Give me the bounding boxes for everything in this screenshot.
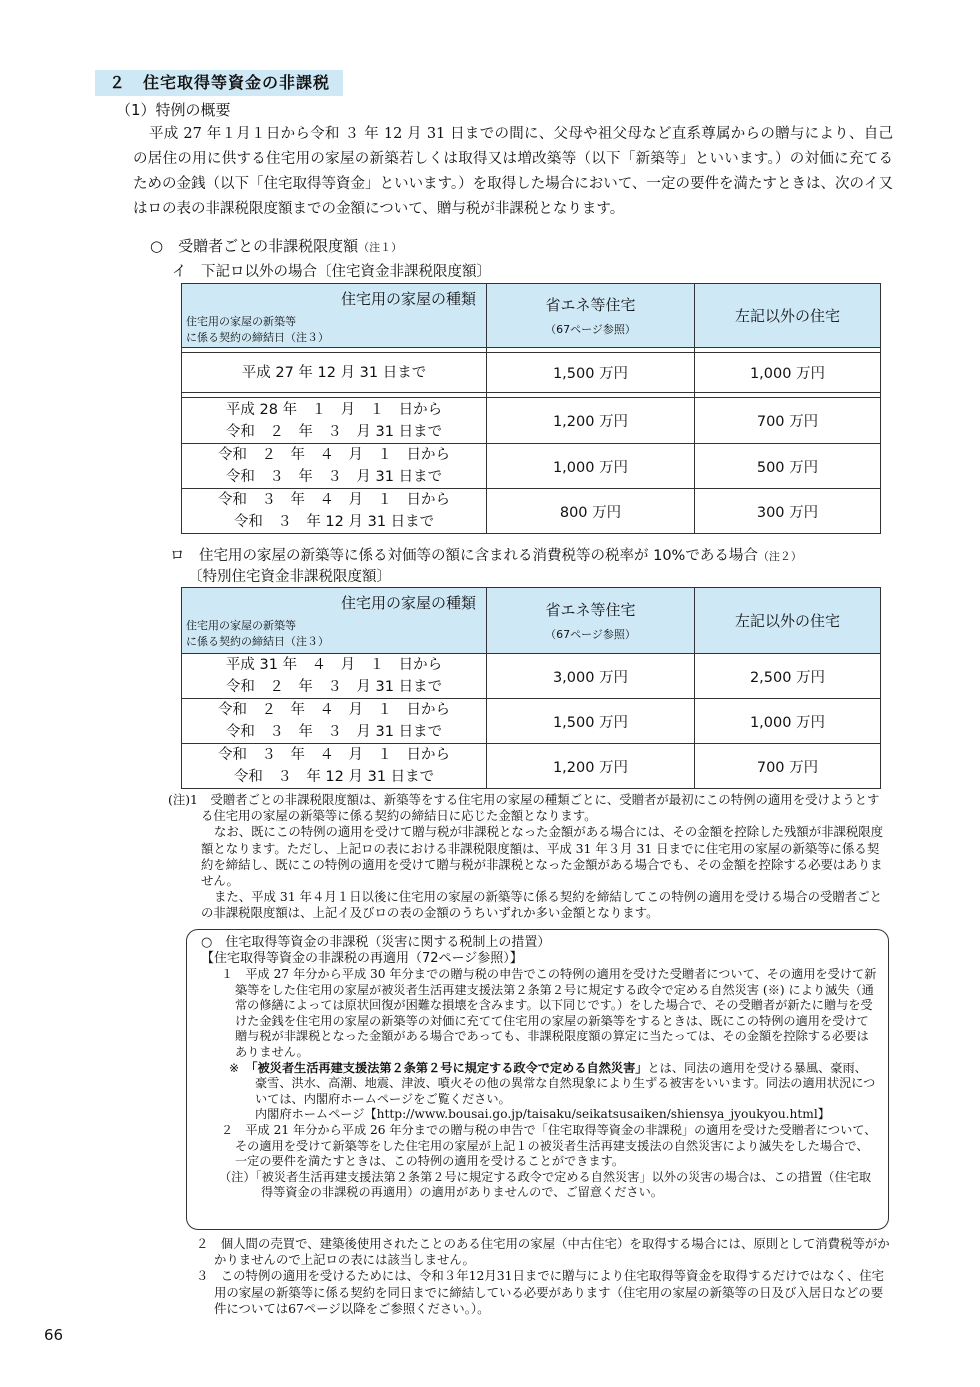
header-type-cell <box>182 588 487 654</box>
period-cell: 令和 ３ 年 ４ 月 １ 日から 令和 ３ 年 12 月 31 日まで <box>182 744 487 789</box>
other-amount: 1,000 万円 <box>695 699 881 744</box>
note-2: ２ 個人間の売買で、建築後使用されたことのある住宅用の家屋（中古住宅）を取得する場合には、原則として消費税等がかかりませんので上記ロの表には該当しません。 <box>196 1236 890 1268</box>
header-type-cell <box>182 284 487 348</box>
notes-block-2 <box>196 1236 890 1317</box>
box-item-2: ２ 平成 21 年分から平成 26 年分までの贈与税の申告で「住宅取得等資金の非課税」の適用を受けた受贈者について、その適用を受けて新築等をした住宅用の家屋が上記１の被災者生活再建支援法の自然災害により滅失をした場合で、一定の要件を満たすときは、この特例の適用を受けることができます。 <box>221 1122 877 1169</box>
eco-amount: 800 万円 <box>487 489 695 534</box>
other-amount: 700 万円 <box>695 398 881 444</box>
table-row <box>182 744 881 789</box>
eco-amount: 3,000 万円 <box>487 654 695 699</box>
box-title: ○ 住宅取得等資金の非課税（災害に関する税制上の措置） <box>201 935 551 950</box>
table-row <box>182 489 881 534</box>
box-note: （注）「被災者生活再建支援法第２条第２号に規定する政令で定める自然災害」以外の災害の場合は、この措置（住宅取得等資金の非課税の再適用）の適用がありませんので、ご留意ください。 <box>219 1169 872 1200</box>
table-i-heading: イ 下記ロ以外の場合〔住宅資金非課税限度額〕 <box>172 264 491 280</box>
eco-amount: 1,200 万円 <box>487 744 695 789</box>
note-3: ３ この特例の適用を受けるためには、令和３年12月31日までに贈与により住宅取得等資金を取得するだけではなく、住宅用の家屋の新築等に係る契約を同日までに締結している必要があります（住宅用の家屋の新築等の日及び入居日などの要件については67ページ以降をご参照ください。）。 <box>196 1268 884 1316</box>
period-cell: 令和 ２ 年 ４ 月 １ 日から 令和 ３ 年 ３ 月 31 日まで <box>182 699 487 744</box>
limit-heading-note: （注１） <box>358 241 403 254</box>
eco-amount: 1,500 万円 <box>487 699 695 744</box>
period-cell: 平成 31 年 ４ 月 １ 日から 令和 ２ 年 ３ 月 31 日まで <box>182 654 487 699</box>
period-cell: 令和 ２ 年 ４ 月 １ 日から 令和 ３ 年 ３ 月 31 日まで <box>182 444 487 489</box>
period-cell: 令和 ３ 年 ４ 月 １ 日から 令和 ３ 年 12 月 31 日まで <box>182 489 487 534</box>
table-i <box>181 283 881 534</box>
table-row <box>182 398 881 444</box>
header-other: 左記以外の住宅 <box>695 588 881 654</box>
table-row <box>182 699 881 744</box>
eco-amount: 1,200 万円 <box>487 398 695 444</box>
period-cell: 平成 28 年 １ 月 １ 日から 令和 ２ 年 ３ 月 31 日まで <box>182 398 487 444</box>
other-amount: 500 万円 <box>695 444 881 489</box>
table-row <box>182 444 881 489</box>
page-number: 66 <box>44 1326 64 1344</box>
box-kome: ※ 「被災者生活再建支援法第２条第２号に規定する政令で定める自然災害」とは、同法の適用を受ける暴風、豪雨、豪雪、洪水、高潮、地震、津波、噴火その他の異常な自然現象により生ずる被害をいいます。同法の適用状況については、内閣府ホームページをご覧ください。 <box>229 1060 876 1106</box>
subsection-title: （1）特例の概要 <box>116 101 231 119</box>
eco-amount: 1,000 万円 <box>487 444 695 489</box>
box-item-1: １ 平成 27 年分から平成 30 年分までの贈与税の申告でこの特例の適用を受けた受贈者について、その適用を受けて新築等をした住宅用の家屋が被災者生活再建支援法第２条第２号に規定する政令で定める自然災害 (※) により滅失（通常の修繕によっては原状回復が困難な損壊を含みます。以下同じです。）をした場合で、その受贈者が新たに贈与を受けた金銭を住宅用の家屋の新築等の対価に充てて住宅用の家屋の新築等をするときは、既にこの特例の適用を受けて贈与税が非課税となった金額がある場合であっても、非課税限度額の算定に当たっては、その金額を控除する必要はありません。 <box>221 967 877 1059</box>
header-other: 左記以外の住宅 <box>695 284 881 348</box>
section-title: ２ 住宅取得等資金の非課税 <box>95 70 343 96</box>
header-type: 住宅用の家屋の種類 <box>340 290 476 308</box>
eco-amount: 1,500 万円 <box>487 353 695 393</box>
table-ro <box>181 587 881 789</box>
other-amount: 700 万円 <box>695 744 881 789</box>
header-date: 住宅用の家屋の新築等 に係る契約の締結日（注３） <box>186 619 329 648</box>
header-type: 住宅用の家屋の種類 <box>340 594 476 612</box>
table-ro-heading: ロ 住宅用の家屋の新築等に係る対価等の額に含まれる消費税等の税率が 10%である場合（注２） 〔特別住宅資金非課税限度額〕 <box>170 548 802 585</box>
intro-text: 平成 27 年１月１日から令和 ３ 年 12 月 31 日までの間に、父母や祖父母など直系尊属からの贈与により、自己の居住の用に供する住宅用の家屋の新築若しくは取得又は増改築等（以下「新築等」といいます。）の対価に充てるための金銭（以下「住宅取得等資金」といいます。）を取得した場合において、一定の要件を満たすときは、次のイ又はロの表の非課税限度額までの金額について、贈与税が非課税となります。 <box>133 126 893 217</box>
period-cell: 平成 27 年 12 月 31 日まで <box>182 353 487 393</box>
other-amount: 1,000 万円 <box>695 353 881 393</box>
other-amount: 2,500 万円 <box>695 654 881 699</box>
note-1c: また、平成 31 年４月１日以後に住宅用の家屋の新築等に係る契約を締結してこの特例の適用を受ける場合の受贈者ごとの非課税限度額は、上記イ及びロの表の金額のうちいずれか多い金額となります。 <box>201 889 882 921</box>
table-row <box>182 654 881 699</box>
note-1b: なお、既にこの特例の適用を受けて贈与税が非課税となった金額がある場合には、その金額を控除した残額が非課税限度額となります。ただし、上記ロの表における非課税限度額は、平成 31 年３月 31 日までに住宅用の家屋の新築等に係る契約を締結し、既にこの特例の適用を受けて贈与税が非課税となった金額がある場合でも、その金額を控除する必要はありません。 <box>201 824 884 889</box>
limit-heading-text: ○ 受贈者ごとの非課税限度額 <box>150 237 359 255</box>
other-amount: 300 万円 <box>695 489 881 534</box>
intro-paragraph <box>133 122 893 222</box>
table-row <box>182 353 881 393</box>
limit-heading <box>150 236 402 258</box>
header-eco: 省エネ等住宅 （67ページ参照） <box>487 284 695 348</box>
box-subtitle: 【住宅取得等資金の非課税の再適用（72ページ参照）】 <box>201 951 523 966</box>
note-1: (注)1 受贈者ごとの非課税限度額は、新築等をする住宅用の家屋の種類ごとに、受贈者が最初にこの特例の適用を受けようとする住宅用の家屋の新築等に係る契約の締結日に応じた金額となります。 <box>168 792 880 824</box>
notes-block <box>168 792 890 922</box>
header-date: 住宅用の家屋の新築等 に係る契約の締結日（注３） <box>186 315 329 344</box>
box-url: 内閣府ホームページ【http://www.bousai.go.jp/taisaku/seikatsusaiken/shiensya_jyoukyou.html】 <box>255 1107 830 1122</box>
disaster-measures-box <box>186 929 889 1230</box>
header-eco: 省エネ等住宅 （67ページ参照） <box>487 588 695 654</box>
